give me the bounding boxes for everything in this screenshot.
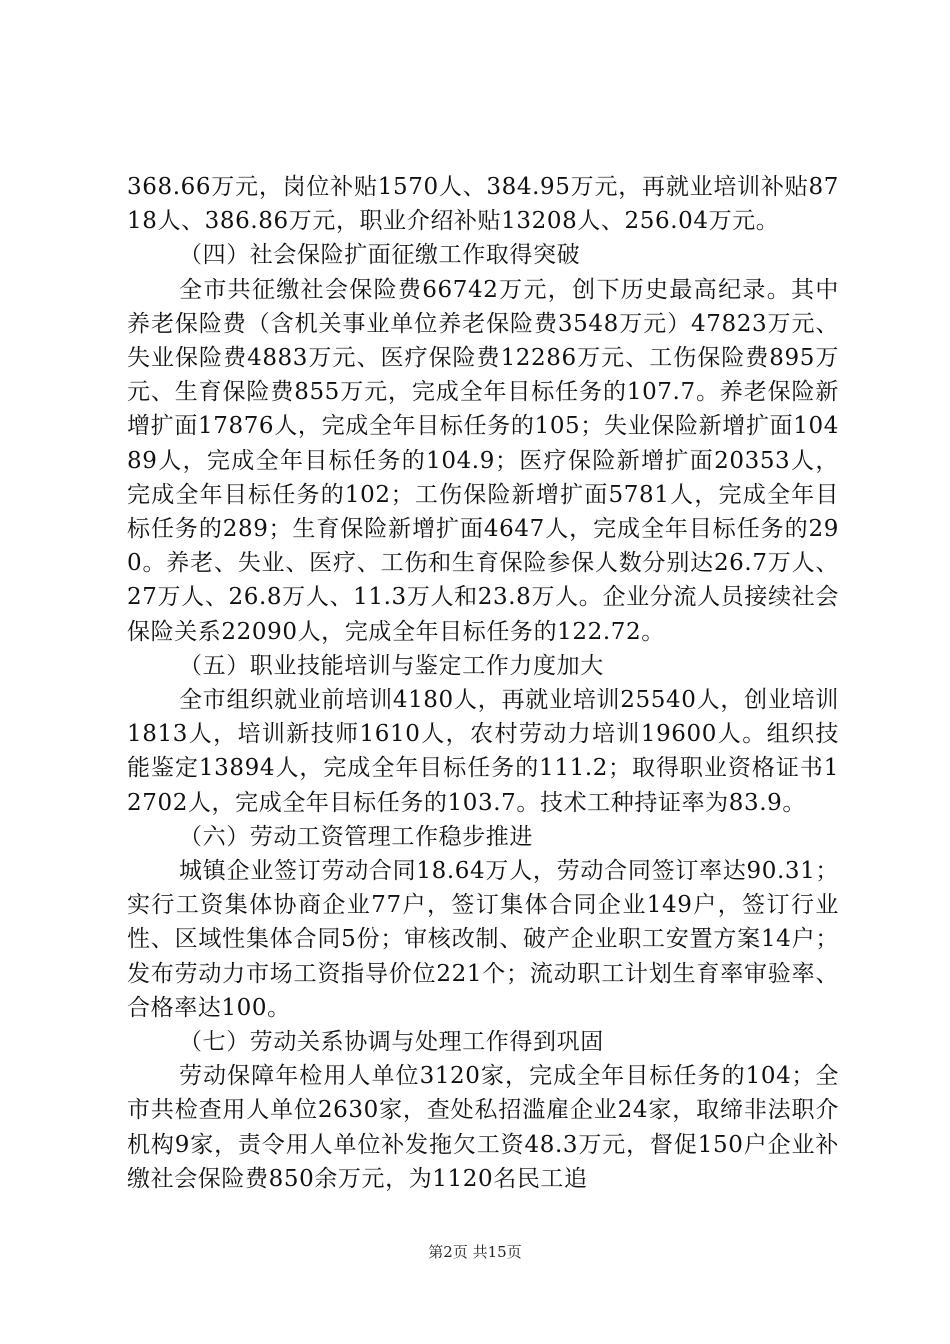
paragraph-subsidy-continued: 368.66万元，岗位补贴1570人、384.95万元，再就业培训补贴8718人、386.86万元，职业介绍补贴13208人、256.04万元。 xyxy=(127,174,839,235)
section-heading-social-insurance: （四）社会保险扩面征缴工作取得突破 xyxy=(179,242,581,269)
section-heading-vocational-training: （五）职业技能培训与鉴定工作力度加大 xyxy=(179,652,604,679)
section-heading-wage-management: （六）劳动工资管理工作稳步推进 xyxy=(179,823,533,850)
section-heading-labor-relations: （七）劳动关系协调与处理工作得到巩固 xyxy=(179,1029,604,1056)
paragraph-wage-management: 城镇企业签订劳动合同18.64万人，劳动合同签订率达90.31；实行工资集体协商企业77户，签订集体合同企业149户，签订行业性、区域性集体合同5份；审核改制、破产企业职工安置方案14户；发布劳动力市场工资指导价位221个；流动职工计划生育率审验率、合格率达100。 xyxy=(127,858,839,1021)
paragraph-vocational-training: 全市组织就业前培训4180人，再就业培训25540人，创业培训1813人，培训新技师1610人，农村劳动力培训19600人。组织技能鉴定13894人，完成全年目标任务的111.2；取得职业资格证书12702人，完成全年目标任务的103.7。技术工种持证率为83.9。 xyxy=(127,687,839,816)
page-footer: 第2页 共15页 xyxy=(428,1243,522,1261)
paragraph-social-insurance: 全市共征缴社会保险费66742万元，创下历史最高纪录。其中养老保险费（含机关事业单位养老保险费3548万元）47823万元、失业保险费4883万元、医疗保险费12286万元、工伤保险费895万元、生育保险费855万元，完成全年目标任务的107.7。养老保险新增扩面17876人，完成全年目标任务的105；失业保险新增扩面10489人，完成全年目标任务的104.9；医疗保险新增扩面20353人，完成全年目标任务的102；工伤保险新增扩面5781人，完成全年目标任务的289；生育保险新增扩面4647人，完成全年目标任务的290。养老、失业、医疗、工伤和生育保险参保人数分别达26.7万人、27万人、26.8万人、11.3万人和23.8万人。企业分流人员接续社会保险关系22090人，完成全年目标任务的122.72。 xyxy=(127,276,839,645)
document-body xyxy=(127,170,839,1196)
paragraph-labor-relations: 劳动保障年检用人单位3120家，完成全年目标任务的104；全市共检查用人单位2630家，查处私招滥雇企业24家，取缔非法职介机构9家，责令用人单位补发拖欠工资48.3万元，督促150户企业补缴社会保险费850余万元，为1120名民工追 xyxy=(127,1063,839,1192)
